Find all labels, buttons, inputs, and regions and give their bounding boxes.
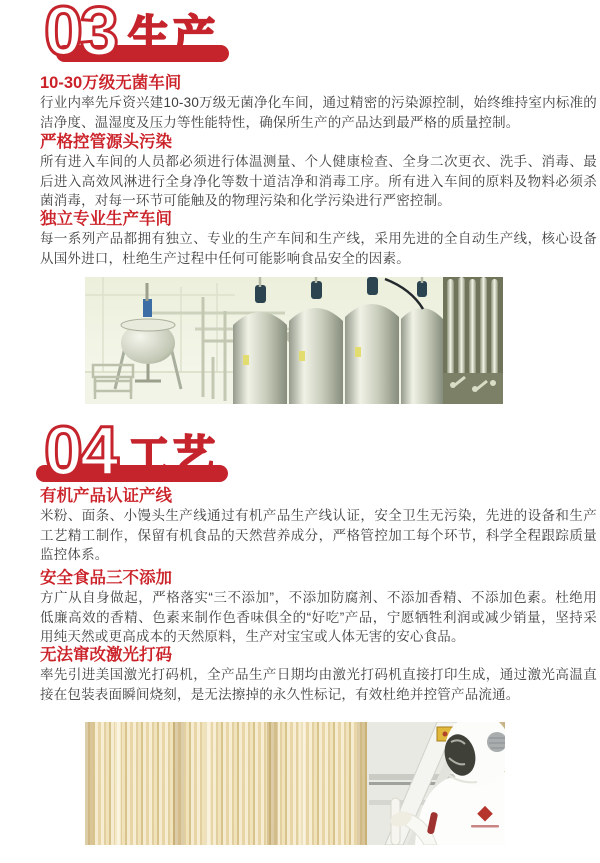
block-body: 方广从自身做起，严格落实“三不添加”，不添加防腐剂、不添加香精、不添加色素。杜绝用低廉高效的香精、色素来制作色香味俱全的“好吃”产品，宁愿牺牲利润或减少销量，坚持采用纯天然或更高成本的天然原料，生产对宝宝或人体无害的安心食品。: [40, 590, 597, 644]
block-body: 率先引进美国激光打码机，全产品生产日期均由激光打码机直接打印生成，通过激光高温直接在包装表面瞬间烧刻，是无法擦掉的永久性标记，有效杜绝并控管产品流通。: [40, 667, 597, 702]
section-04-title: 工艺: [128, 432, 219, 479]
block-heading: 10-30万级无菌车间: [40, 74, 182, 92]
block-heading: 严格控管源头污染: [40, 133, 172, 151]
block-body: 行业内率先斥资兴建10-30万级无菌净化车间，通过精密的污染源控制，始终维持室内标准的洁净度、温湿度及压力等性能特性，确保所生产的产品达到最严格的质量控制。: [40, 95, 597, 130]
block-heading: 无法窜改激光打码: [40, 646, 172, 664]
block-body: 所有进入车间的人员都必须进行体温测量、个人健康检查、全身二次更衣、洗手、消毒、最后进入高效风淋进行全身净化等数十道洁净和消毒工序。所有进入车间的原料及物料必须杀菌消毒，对每一环节可能触及的物理污染和化学污染进行严密控制。: [40, 154, 597, 208]
logo-caption: [471, 825, 499, 828]
section-03-title: 生产: [128, 12, 219, 59]
noodle-photo: [85, 722, 505, 845]
block-body: 每一系列产品都拥有独立、专业的生产车间和生产线，采用先进的全自动生产线，核心设备从国外进口，杜绝生产过程中任何可能影响食品安全的因素。: [40, 231, 597, 266]
block-heading: 独立专业生产车间: [40, 210, 172, 228]
section-04-header: [40, 412, 300, 490]
section-04-number: 04: [44, 412, 116, 490]
blue-valve: [143, 299, 152, 317]
section-03-header: [40, 0, 300, 70]
hanging-noodles: [85, 722, 367, 845]
factory-photo: [85, 277, 503, 404]
section-03-number: 03: [44, 0, 116, 70]
block-heading: 安全食品三不添加: [40, 569, 172, 587]
block-body: 米粉、面条、小馒头生产线通过有机产品生产线认证，安全卫生无污染，先进的设备和生产工艺精工制作，保留有机食品的天然营养成分，严格管控加工每个环节，科学全程跟踪质量监控体系。: [40, 508, 597, 562]
pipe-manifold: [443, 277, 503, 404]
block-heading: 有机产品认证产线: [40, 487, 172, 505]
